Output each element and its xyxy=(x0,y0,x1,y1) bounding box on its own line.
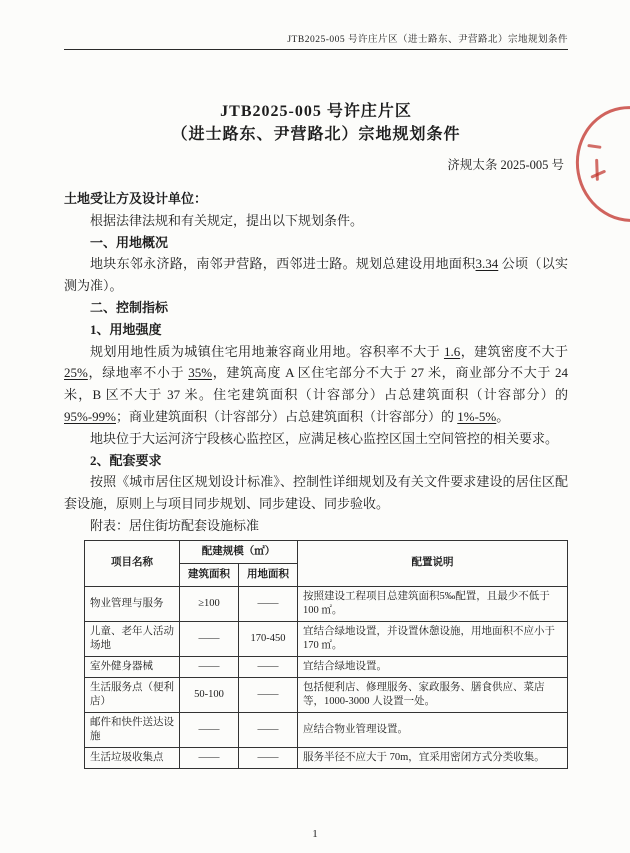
appendix-label: 附表：居住街坊配套设施标准 xyxy=(90,517,260,533)
facility-name: 邮件和快件送达设施 xyxy=(85,712,180,747)
underlined-value-density: 25% xyxy=(64,365,88,381)
section-2-heading: 二、控制指标 xyxy=(90,299,169,315)
title-line-1: JTB2025-005 号许庄片区 xyxy=(220,103,412,120)
land-overview-paragraph xyxy=(64,253,568,297)
facility-name: 物业管理与服务 xyxy=(85,586,180,621)
table-header xyxy=(85,540,568,586)
facility-name: 生活服务点（便利店） xyxy=(85,677,180,712)
seal-stroke xyxy=(595,159,599,181)
underlined-value-green: 35% xyxy=(188,365,213,381)
table-row xyxy=(85,621,568,656)
underlined-value-residential-ratio: 95%-99% xyxy=(64,408,116,424)
document-number: 济规太条 2025-005 号 xyxy=(447,158,564,172)
build-area-value: 50-100 xyxy=(180,677,239,712)
facility-name: 儿童、老年人活动场地 xyxy=(85,621,180,656)
document-content xyxy=(64,30,568,769)
underlined-value-commercial-ratio: 1%-5% xyxy=(457,408,497,424)
land-strength-paragraph xyxy=(64,341,568,428)
intro-paragraph: 根据法律法规和有关规定，提出以下规划条件。 xyxy=(90,212,364,228)
page-number: 1 xyxy=(312,828,318,840)
column-header-project-name: 项目名称 xyxy=(85,540,180,586)
subsection-2-heading: 2、配套要求 xyxy=(90,452,162,468)
build-area-value: —— xyxy=(180,656,239,677)
official-seal-stamp xyxy=(567,98,630,231)
config-description: 按照建设工程项目总建筑面积5‰配置，且最少不低于 100 ㎡。 xyxy=(298,586,568,621)
column-header-land-area: 用地面积 xyxy=(239,563,298,586)
subsection-1-heading: 1、用地强度 xyxy=(90,321,162,337)
table-row xyxy=(85,677,568,712)
text-run: 公顷（以实测为准）。 xyxy=(64,256,568,294)
canal-control-paragraph: 地块位于大运河济宁段核心监控区，应满足核心监控区国土空间管控的相关要求。 xyxy=(90,430,559,446)
table-header-row-1 xyxy=(85,540,568,563)
section-1-heading: 一、用地概况 xyxy=(90,234,169,250)
column-header-scale: 配建规模（㎡） xyxy=(180,540,298,563)
running-header: JTB2025-005 号许庄片区（进士路东、尹营路北）宗地规划条件 xyxy=(287,35,568,45)
land-area-value: —— xyxy=(239,747,298,768)
supporting-facilities-paragraph: 按照《城市居住区规划设计标准》、控制性详细规划及有关文件要求建设的居住区配套设施，原则上与项目同步规划、同步建设、同步验收。 xyxy=(64,474,568,512)
build-area-value: —— xyxy=(180,747,239,768)
facility-name: 生活垃圾收集点 xyxy=(85,747,180,768)
text-run: 地块东邻永济路，南邻尹营路，西邻进士路。规划总建设用地面积 xyxy=(90,256,476,272)
build-area-value: ≥100 xyxy=(180,586,239,621)
text-run: ；商业建筑面积（计容部分）占总建筑面积（计容部分）的 xyxy=(116,408,458,424)
recipient-line: 土地受让方及设计单位： xyxy=(64,191,208,206)
facilities-standard-table xyxy=(84,540,568,769)
column-header-build-area: 建筑面积 xyxy=(180,563,239,586)
text-run: ，绿地率不小于 xyxy=(87,365,189,381)
config-description: 包括便利店、修理服务、家政服务、膳食供应、菜店等，1000-3000 人设置一处。 xyxy=(298,677,568,712)
land-area-value: —— xyxy=(239,656,298,677)
text-run: 。 xyxy=(496,408,510,424)
land-area-value: —— xyxy=(239,677,298,712)
config-description: 宜结合绿地设置，并设置休憩设施，用地面积不应小于 170 ㎡。 xyxy=(298,621,568,656)
facility-name: 室外健身器械 xyxy=(85,656,180,677)
config-description: 服务半径不应大于 70m，宜采用密闭方式分类收集。 xyxy=(298,747,568,768)
document-body xyxy=(64,188,568,769)
table-row xyxy=(85,586,568,621)
underlined-value-far: 1.6 xyxy=(443,343,461,359)
underlined-value-area: 3.34 xyxy=(475,256,499,272)
text-run: ，建筑密度不大于 xyxy=(460,343,568,359)
table-body xyxy=(85,586,568,768)
build-area-value: —— xyxy=(180,621,239,656)
land-area-value: 170-450 xyxy=(239,621,298,656)
config-description: 宜结合绿地设置。 xyxy=(298,656,568,677)
text-run: 规划用地性质为城镇住宅用地兼容商业用地。容积率不大于 xyxy=(90,343,444,359)
text-run: ，建筑高度 A 区住宅部分不大于 27 米，商业部分不大于 24 米，B 区不大于 37 米。住宅建筑面积（计容部分）占总建筑面积（计容部分）的 xyxy=(64,365,568,403)
document-title xyxy=(64,100,568,146)
table-row xyxy=(85,747,568,768)
land-area-value: —— xyxy=(239,712,298,747)
land-area-value: —— xyxy=(239,586,298,621)
title-line-2: （进士路东、尹营路北）宗地规划条件 xyxy=(171,126,461,143)
column-header-description: 配置说明 xyxy=(298,540,568,586)
table-row xyxy=(85,656,568,677)
build-area-value: —— xyxy=(180,712,239,747)
table-row xyxy=(85,712,568,747)
config-description: 应结合物业管理设置。 xyxy=(298,712,568,747)
seal-stroke xyxy=(587,144,601,149)
